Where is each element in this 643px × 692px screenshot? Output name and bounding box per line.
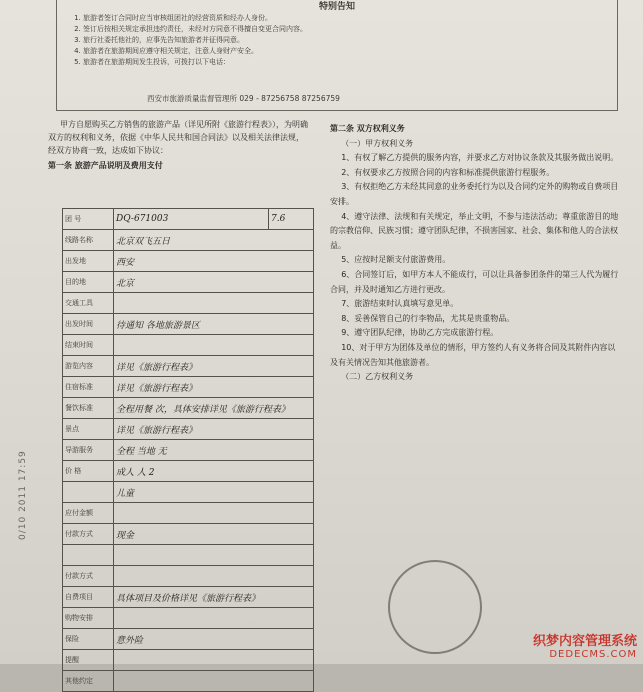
- party-a-clauses: [330, 151, 620, 370]
- form-row-value: [114, 650, 314, 671]
- special-notice-box: [56, 0, 618, 111]
- form-row: [63, 482, 314, 503]
- form-row-label: 付款方式: [63, 524, 114, 545]
- scan-date: 0/10 2011 17:59: [18, 450, 28, 540]
- form-row-value: [114, 293, 314, 314]
- form-row-value: 北京: [114, 272, 314, 293]
- form-row: [63, 272, 314, 293]
- complaint-contact: 西安市旅游质量监督管理所 029 - 87256758 87256759: [147, 94, 340, 103]
- form-row: [63, 461, 314, 482]
- form-row-label: 团 号: [63, 209, 114, 230]
- form-row: [63, 503, 314, 524]
- clause-paragraph: 10、对于甲方为团体及单位的情形，甲方签约人有义务将合同及其附件内容以及有关情况告知其他旅游者。: [330, 342, 616, 367]
- section-1-heading: 第一条 旅游产品说明及费用支付: [48, 161, 163, 170]
- watermark-cn: 织梦内容管理系统: [532, 634, 637, 649]
- form-row-value: 现金: [114, 524, 314, 545]
- notice-item: 2. 签订后按相关规定承担违约责任，未经对方同意不得擅自变更合同内容。: [83, 24, 617, 35]
- form-row-value: 全程 当地 无: [114, 440, 314, 461]
- clause-paragraph: 5、应按时足额支付旅游费用。: [341, 255, 451, 265]
- form-row-label: 景点: [63, 419, 114, 440]
- form-row-value: 意外险: [114, 629, 314, 650]
- form-row-label: 餐饮标准: [63, 398, 114, 419]
- form-row-value: 西安: [114, 251, 314, 272]
- form-row-value: 详见《旅游行程表》: [114, 419, 314, 440]
- clause-paragraph: 3、有权拒绝乙方未经其同意的业务委托行为以及合同约定外的购物或自费项目安排。: [330, 182, 619, 206]
- form-row-label: 线路名称: [63, 230, 114, 251]
- form-row-value: [114, 671, 314, 692]
- seal-stamp: [388, 560, 482, 654]
- form-row-label: 付款方式: [63, 566, 114, 587]
- notice-list: [57, 13, 617, 68]
- notice-item: 1. 旅游者签订合同时应当审核组团社的经营资质和经办人身份。: [83, 13, 617, 24]
- right-column: [330, 122, 620, 385]
- clause-paragraph: 6、合同签订后，如甲方本人不能成行，可以让具备参团条件的第三人代为履行合同，并及时通知乙方进行更改。: [330, 269, 619, 294]
- form-row-label: 住宿标准: [63, 377, 114, 398]
- form-row-value: 北京双飞五日: [114, 230, 314, 251]
- clause-paragraph: 8、妥善保管自己的行李物品，尤其是贵重物品。: [341, 313, 515, 323]
- form-row-label: 游览内容: [63, 356, 114, 377]
- notice-title: 特别告知: [318, 2, 355, 12]
- form-row-label: 结束时间: [63, 335, 114, 356]
- form-row-value: [114, 566, 314, 587]
- form-row-value: 具体项目及价格详见《旅游行程表》: [114, 587, 314, 608]
- form-row-label: 购物安排: [63, 608, 114, 629]
- form-row-value: 成人 人 2: [114, 461, 314, 482]
- form-row-value: 详见《旅游行程表》: [114, 356, 314, 377]
- form-row: [63, 566, 314, 587]
- tour-info-form: [62, 208, 314, 692]
- clause-paragraph: 2、有权要求乙方按照合同的内容和标准提供旅游行程服务。: [341, 167, 555, 177]
- form-row-label: 应付金额: [63, 503, 114, 524]
- form-row-label: 自费项目: [63, 587, 114, 608]
- form-row-label: [63, 482, 114, 503]
- form-row-value: [114, 503, 314, 524]
- form-row-label: 出发时间: [63, 314, 114, 335]
- form-row: [63, 398, 314, 419]
- form-row: [63, 230, 314, 251]
- form-row: [63, 209, 314, 230]
- form-row-extra: 7.6: [269, 209, 314, 230]
- form-row-label: 提醒: [63, 650, 114, 671]
- watermark-en: DEDECMS.COM: [549, 649, 637, 660]
- form-row-label: [63, 545, 114, 566]
- form-row-value: 儿童: [114, 482, 314, 503]
- form-row-label: 价 格: [63, 461, 114, 482]
- form-row: [63, 356, 314, 377]
- party-b-subheading: （二）乙方权利义务: [341, 372, 414, 382]
- form-row-value: 待通知 各地旅游景区: [114, 314, 314, 335]
- form-row-label: 目的地: [63, 272, 114, 293]
- form-row: [63, 335, 314, 356]
- left-column: [48, 118, 308, 172]
- form-row-label: 交通工具: [63, 293, 114, 314]
- form-row: [63, 629, 314, 650]
- form-row: [63, 671, 314, 692]
- form-row: [63, 419, 314, 440]
- form-row: [63, 377, 314, 398]
- form-row-value: [114, 335, 314, 356]
- form-row: [63, 587, 314, 608]
- notice-item: 4. 旅游者在旅游期间应遵守相关规定，注意人身财产安全。: [83, 46, 617, 57]
- form-row-value: [114, 608, 314, 629]
- form-row: [63, 650, 314, 671]
- form-row-value: 详见《旅游行程表》: [114, 377, 314, 398]
- section-2-heading: 第二条 双方权利义务: [330, 124, 405, 133]
- form-row-value: 全程用餐 次，具体安排详见《旅游行程表》: [114, 398, 314, 419]
- form-row: [63, 608, 314, 629]
- form-row: [63, 545, 314, 566]
- notice-item: 5. 旅游者在旅游期间发生投诉，可拨打以下电话：: [83, 57, 617, 68]
- form-row: [63, 314, 314, 335]
- form-row: [63, 251, 314, 272]
- notice-item: 3. 旅行社委托他社的，应事先告知旅游者并征得同意。: [83, 35, 617, 46]
- party-a-subheading: （一）甲方权利义务: [341, 138, 414, 148]
- site-watermark: [533, 630, 637, 660]
- clause-paragraph: 9、遵守团队纪律，协助乙方完成旅游行程。: [341, 328, 499, 338]
- form-row-label: 出发地: [63, 251, 114, 272]
- form-row-label: 其他约定: [63, 671, 114, 692]
- form-row-label: 导游服务: [63, 440, 114, 461]
- form-row-value: DQ-671003: [114, 209, 269, 230]
- contract-intro: 甲方自愿购买乙方销售的旅游产品（详见所附《旅游行程表》），为明确双方的权利和义务，依据《中华人民共和国合同法》以及相关法律法规，经双方协商一致，达成如下协议：: [48, 120, 308, 155]
- form-row-value: [114, 545, 314, 566]
- form-row: [63, 293, 314, 314]
- clause-paragraph: 7、旅游结束时认真填写意见单。: [341, 299, 459, 309]
- clause-paragraph: 4、遵守法律、法规和有关规定，举止文明，不参与违法活动；尊重旅游目的地的宗教信仰、民族习惯；遵守团队纪律，不损害国家、社会、集体和他人的合法权益。: [330, 211, 619, 250]
- form-row: [63, 524, 314, 545]
- clause-paragraph: 1、有权了解乙方提供的服务内容，并要求乙方对协议条款及其服务做出说明。: [341, 153, 619, 163]
- form-row: [63, 440, 314, 461]
- form-row-label: 保险: [63, 629, 114, 650]
